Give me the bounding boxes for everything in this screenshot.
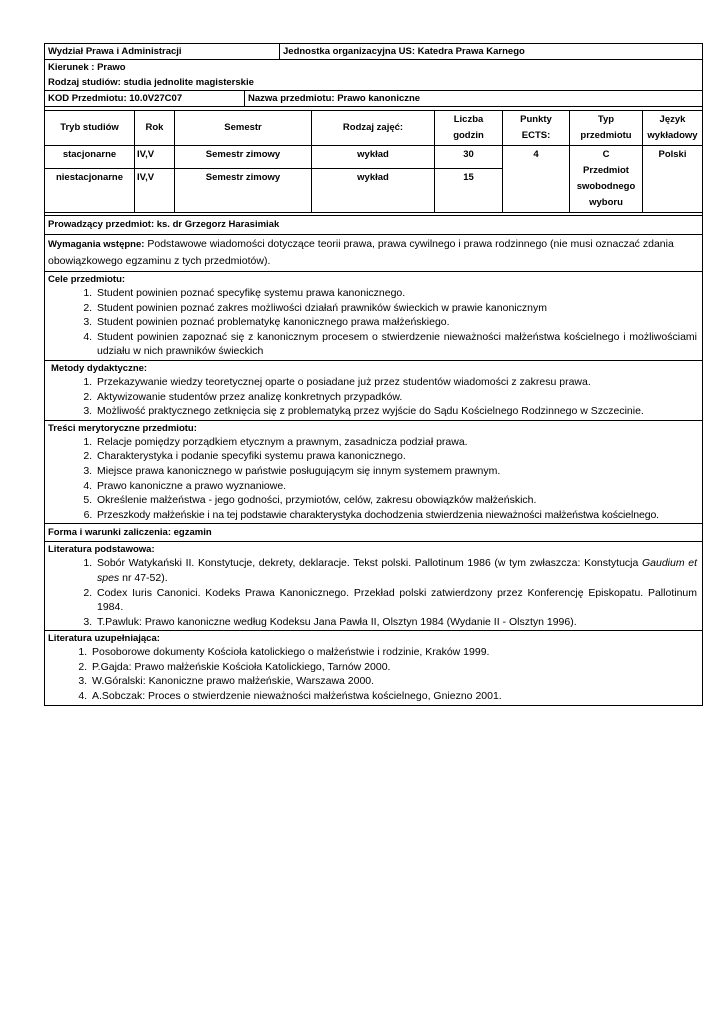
header-hours-line1: Liczba: [453, 114, 484, 125]
row1-year: IV,V: [135, 146, 175, 169]
list-item: 2. P.Gajda: Prawo małżeńskie Kościoła Katolickiego, Tarnów 2000.: [90, 660, 699, 675]
row1-class-type: wykład: [312, 146, 435, 169]
language-value: Polski: [643, 146, 703, 213]
course-code: KOD Przedmiotu: 10.0V27C07: [45, 91, 245, 106]
literature-item1-part-a: Sobór Watykański II. Konstytucje, dekrety, deklaracje. Tekst polski. Pallotinum 1986 (w tym zwłaszcza: Konstytucja: [97, 557, 642, 570]
list-item: 3. W.Góralski: Kanoniczne prawo małżeńskie, Warszawa 2000.: [90, 674, 699, 689]
content-section: [45, 421, 702, 525]
methods-section: [45, 361, 702, 421]
table-row: [45, 146, 702, 169]
list-item: 1. Przekazywanie wiedzy teoretycznej oparte o posiadane już przez studentów wiadomości z zakresu prawa.: [95, 375, 699, 390]
header-semester: Semestr: [175, 111, 312, 146]
row2-semester: Semestr zimowy: [175, 169, 312, 213]
course-syllabus-form: [44, 43, 703, 706]
row2-year: IV,V: [135, 169, 175, 213]
header-ects-line2: ECTS:: [521, 130, 551, 141]
header-hours: [435, 111, 503, 146]
list-item: 3. Miejsce prawa kanonicznego w państwie posługującym się innym systemem prawnym.: [95, 464, 699, 479]
basic-literature-section: [45, 542, 702, 631]
header-type-line2: przedmiotu: [580, 130, 632, 141]
header-language-line1: Język: [659, 114, 686, 125]
list-item: 3. Możliwość praktycznego zetknięcia się z problematyką przez wyjście do Sądu Kościelnego Rodzinnego w Szczecinie.: [95, 404, 699, 419]
literature-item1-part-b: nr 47-52).: [119, 571, 168, 584]
course-type-line2: swobodnego: [576, 181, 636, 192]
list-item: [95, 556, 699, 585]
list-item: 6. Przeszkody małżeńskie i na tej podstawie charakterystyka dochodzenia stwierdzenia nieważności małżeństwa kościelnego.: [95, 508, 699, 523]
row1-hours: 30: [435, 146, 503, 169]
methods-list: [51, 375, 699, 419]
header-hours-line2: godzin: [453, 130, 484, 141]
row2-mode: niestacjonarne: [45, 169, 135, 213]
table-header-row: [45, 111, 702, 146]
study-type: Rodzaj studiów: studia jednolite magisterskie: [45, 75, 702, 91]
goals-list: [48, 286, 699, 359]
study-modes-table: [45, 110, 702, 213]
prerequisites-label: Wymagania wstępne:: [48, 239, 145, 250]
content-list: [48, 435, 699, 523]
header-row-faculty: [45, 44, 702, 60]
course-name: Nazwa przedmiotu: Prawo kanoniczne: [248, 93, 421, 104]
study-direction: Kierunek : Prawo: [48, 62, 126, 73]
list-item: 2. Student powinien poznać zakres możliwości działań prawników świeckich w prawie kanonicznym: [95, 301, 699, 316]
prerequisites-section: [45, 235, 702, 272]
list-item: 1. Posoborowe dokumenty Kościoła katolickiego o małżeństwie i rodzinie, Kraków 1999.: [90, 645, 699, 660]
header-type-line1: Typ: [597, 114, 615, 125]
organizational-unit: Jednostka organizacyjna US: Katedra Prawa Karnego: [283, 46, 525, 57]
header-year: Rok: [135, 111, 175, 146]
row2-class-type: wykład: [312, 169, 435, 213]
header-language-line2: wykładowy: [647, 130, 698, 141]
methods-title: Metody dydaktyczne:: [51, 362, 148, 374]
basic-literature-list: [48, 556, 699, 629]
list-item: 4. A.Sobczak: Proces o stwierdzenie nieważności małżeństwa kościelnego, Gniezno 2001.: [90, 689, 699, 704]
header-ects-line1: Punkty: [520, 114, 552, 125]
list-item: 1. Student powinien poznać specyfikę systemu prawa kanonicznego.: [95, 286, 699, 301]
list-item: 1. Relacje pomiędzy porządkiem etycznym a prawnym, zasadnicza podział prawa.: [95, 435, 699, 450]
list-item: 2. Aktywizowanie studentów przez analizę konkretnych przypadków.: [95, 390, 699, 405]
header-row-course: [45, 91, 702, 107]
row1-semester: Semestr zimowy: [175, 146, 312, 169]
row1-mode: stacjonarne: [45, 146, 135, 169]
extra-literature-section: [45, 631, 702, 704]
assessment: Forma i warunki zaliczenia: egzamin: [45, 524, 702, 542]
header-ects: [503, 111, 570, 146]
goals-title: Cele przedmiotu:: [48, 274, 126, 285]
list-item: 5. Określenie małżeństwa - jego godności, przymiotów, celów, zakresu obowiązków małżeńskich.: [95, 493, 699, 508]
ects-value: 4: [503, 146, 570, 213]
list-item: 2. Charakterystyka i podanie specyfiki systemu prawa kanonicznego.: [95, 449, 699, 464]
header-class-type: Rodzaj zajęć:: [312, 111, 435, 146]
list-item: 3. T.Pawluk: Prawo kanoniczne według Kodeksu Jana Pawła II, Olsztyn 1984 (Wydanie II - Olsztyn 1996).: [95, 615, 699, 630]
goals-section: [45, 272, 702, 361]
list-item: 4. Student powinien zapoznać się z kanonicznym procesem o stwierdzenie nieważności małżeństwa kościelnego i możliwościami udziału w nich prawników świeckich: [95, 330, 699, 359]
basic-literature-title: Literatura podstawowa:: [48, 544, 155, 556]
faculty-name: Wydział Prawa i Administracji: [45, 44, 280, 59]
header-language: [643, 111, 703, 146]
lecturer: Prowadzący przedmiot: ks. dr Grzegorz Harasimiak: [45, 216, 702, 235]
extra-literature-title: Literatura uzupełniająca:: [48, 633, 160, 645]
row2-hours: 15: [435, 169, 503, 213]
header-type: [570, 111, 643, 146]
list-item: 3. Student powinien poznać problematykę kanonicznego prawa małżeńskiego.: [95, 315, 699, 330]
header-mode: Tryb studiów: [45, 111, 135, 146]
course-type-line1: Przedmiot: [583, 165, 629, 176]
literature-item1-italic: Gaudium et spes: [97, 557, 697, 584]
content-title: Treści merytoryczne przedmiotu:: [48, 422, 197, 434]
course-type-cell: [570, 146, 643, 213]
list-item: 2. Codex Iuris Canonici. Kodeks Prawa Kanonicznego. Przekład polski zatwierdzony przez Konferencję Episkopatu. Pallotinum 1984.: [95, 586, 699, 615]
course-type-code: C: [602, 149, 610, 160]
extra-literature-list: [48, 645, 699, 703]
prerequisites-text: Podstawowe wiadomości dotyczące teorii prawa, prawa cywilnego i prawa rodzinnego (nie musi oznaczać zdania obowiązkowego egzaminu z tych przedmiotów).: [48, 238, 674, 267]
course-type-line3: wyboru: [589, 197, 623, 208]
list-item: 4. Prawo kanoniczne a prawo wyznaniowe.: [95, 479, 699, 494]
